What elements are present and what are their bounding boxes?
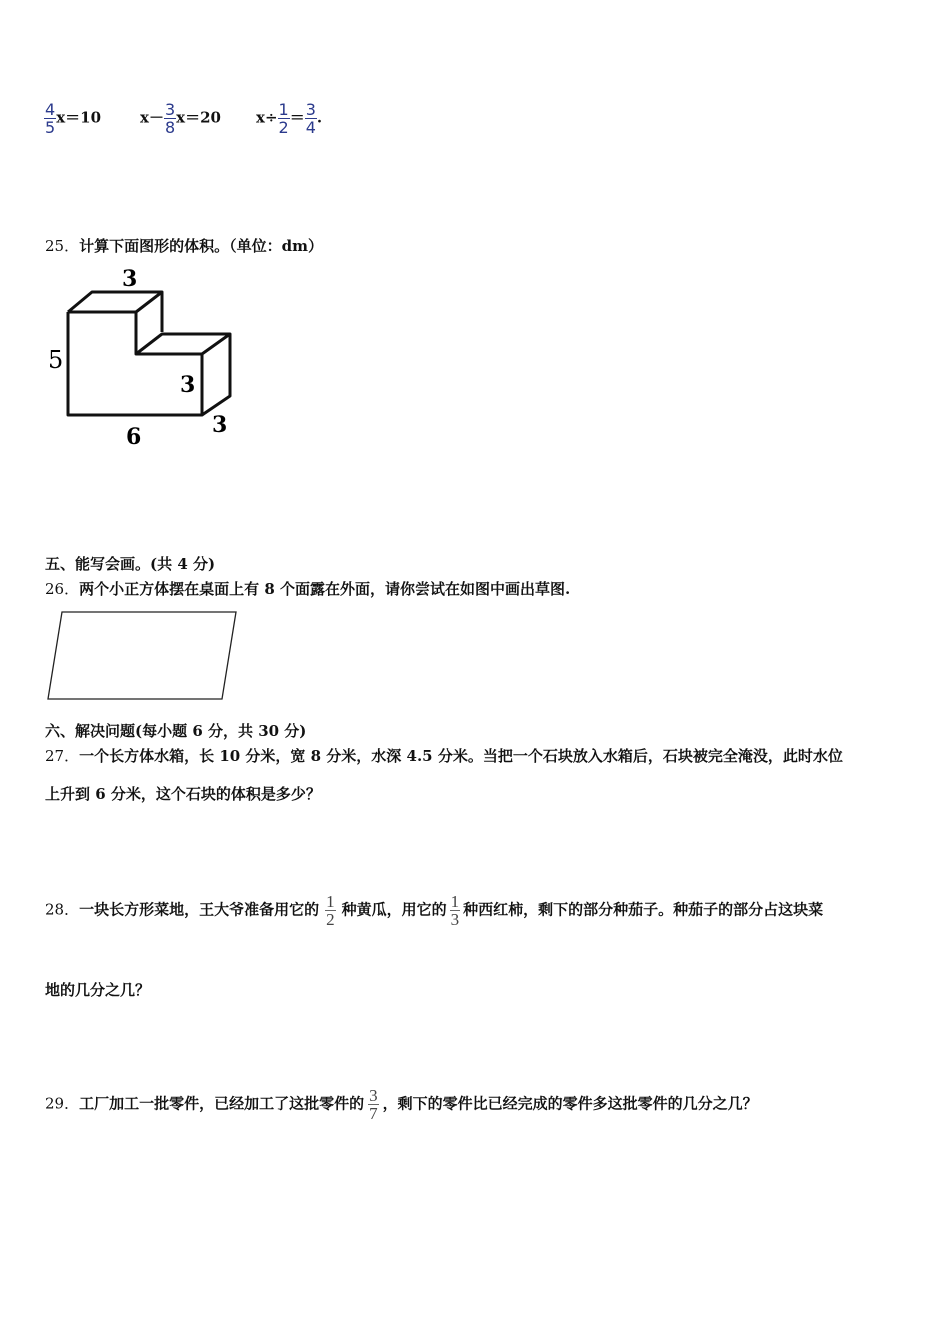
question-27: 27．一个长方体水箱，长 10 分米，宽 8 分米，水深 4.5 分米。当把一个石块放入水箱后，石块被完全淹没，此时水位 <box>45 747 843 765</box>
fraction: $\frac{4}{5}$ <box>45 100 56 137</box>
question-28-line-2: 地的几分之几？ <box>45 981 151 999</box>
question-27-line-2: 上升到 6 分米，这个石块的体积是多少？ <box>45 785 321 803</box>
l-shaped-solid-figure <box>40 262 250 452</box>
section-5-title: 五、能写会画。(共 4 分) <box>45 555 216 573</box>
equation-3: x÷ $\frac{1}{2}$ ＝ $\frac{3}{4}$ . <box>256 100 323 137</box>
fraction: $\frac{3}{4}$ <box>305 100 316 137</box>
question-29: 29．工厂加工一批零件，已经加工了这批零件的 $\frac{3}{7}$ ，剩下的零件比已经完成的零件多这批零件的几分之几？ <box>45 1086 758 1123</box>
fraction-three-sevenths: $\frac{3}{7}$ <box>369 1086 378 1123</box>
section-6-title: 六、解决问题(每小题 6 分，共 30 分) <box>45 722 307 740</box>
fraction-one-half: $\frac{1}{2}$ <box>326 892 335 929</box>
fraction-one-third: $\frac{1}{3}$ <box>450 892 460 929</box>
label-top: 3 <box>122 266 138 292</box>
label-left: 5 <box>48 346 64 374</box>
fraction: $\frac{3}{8}$ <box>164 100 176 137</box>
label-bottom: 6 <box>126 424 142 450</box>
parallelogram-drawing-area <box>44 608 240 704</box>
question-28: 28．一块长方形菜地，王大爷准备用它的 $\frac{1}{2}$ 种黄瓜，用它的 $\frac{1}{3}$ 种西红柿，剩下的部分种茄子。种茄子的部分占这块菜 <box>45 892 824 929</box>
label-depth: 3 <box>212 412 228 438</box>
question-26: 26．两个小正方体摆在桌面上有 8 个面露在外面，请你尝试在如图中画出草图. <box>45 580 571 598</box>
question-25: 25．计算下面图形的体积。（单位：dm） <box>45 237 323 255</box>
fraction: $\frac{1}{2}$ <box>278 100 289 137</box>
equation-2: x－ $\frac{3}{8}$ x＝20 <box>140 100 221 137</box>
equation-1: $\frac{4}{5}$ x＝10 <box>45 100 102 137</box>
label-inner: 3 <box>180 372 196 398</box>
